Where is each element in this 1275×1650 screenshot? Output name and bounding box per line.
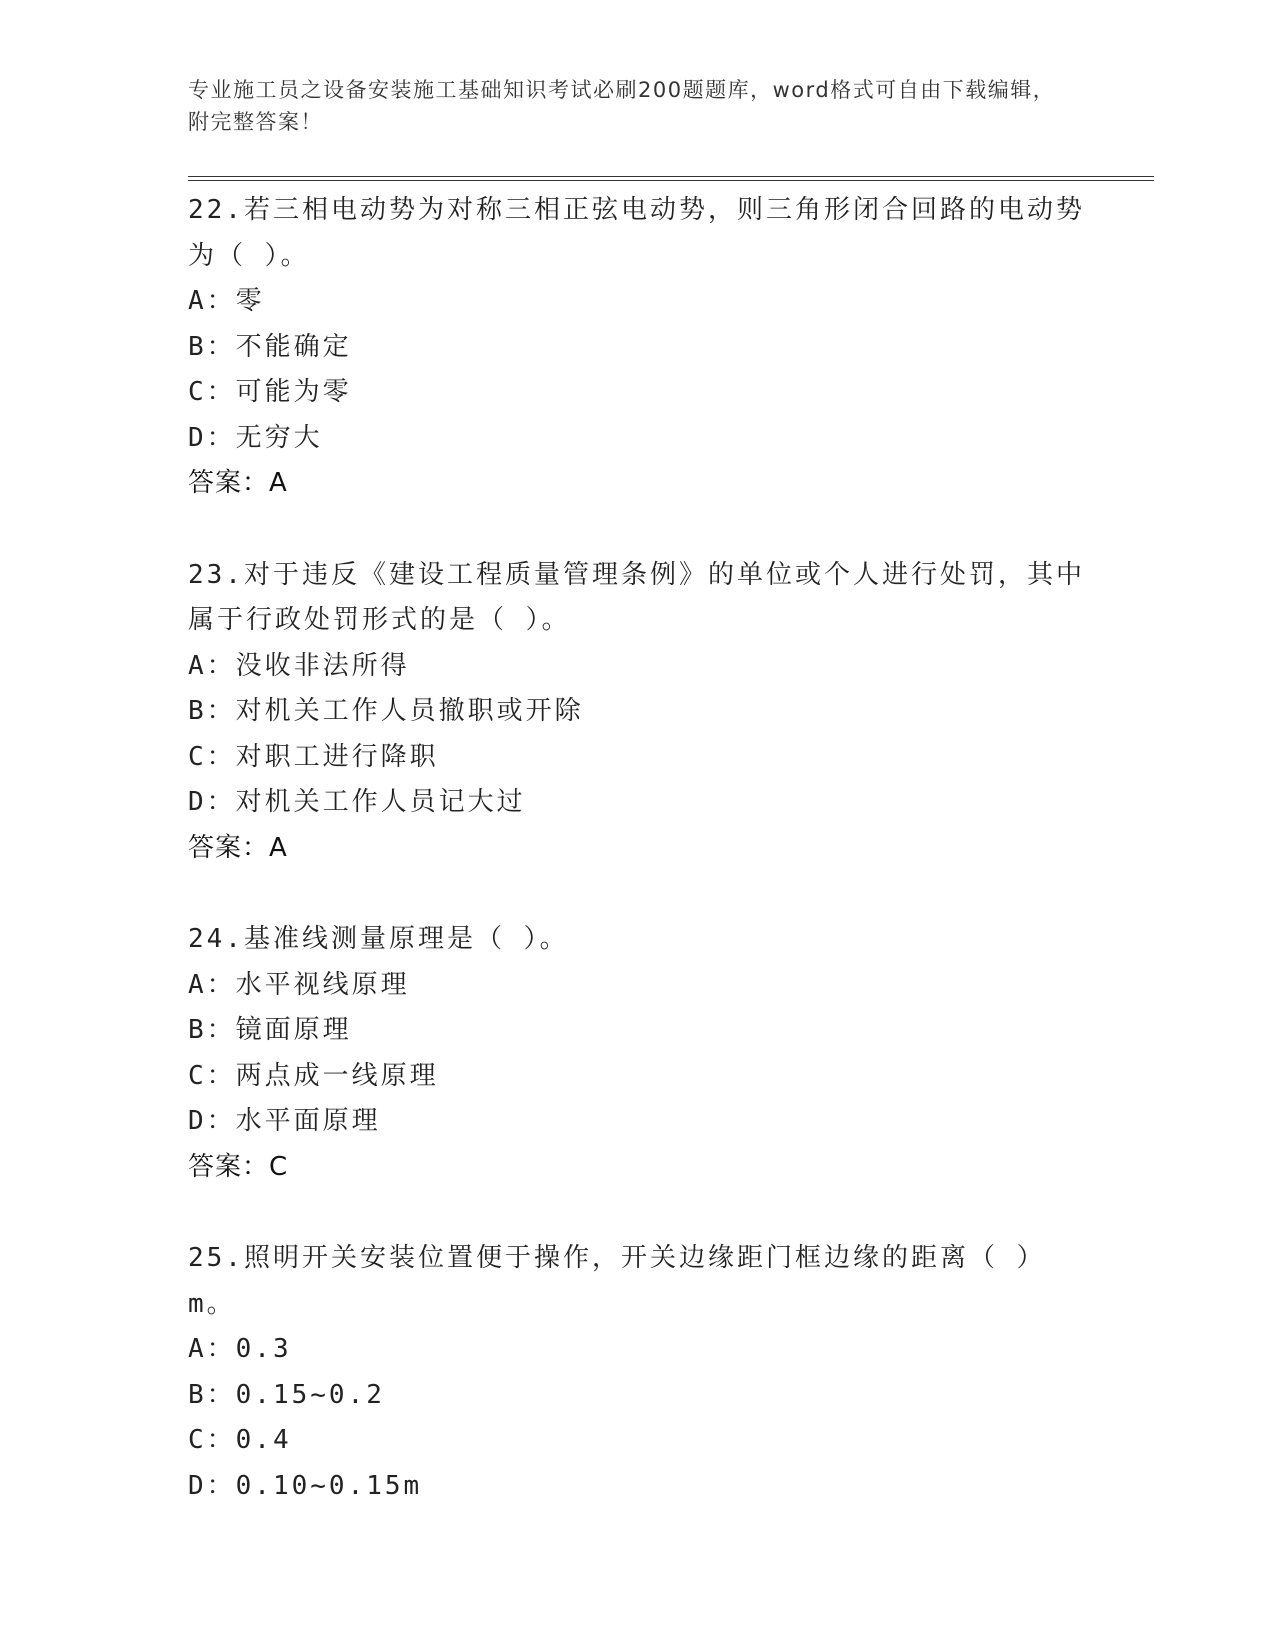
question-stem: 22.若三相电动势为对称三相正弦电动势，则三角形闭合回路的电动势为（ ）。	[188, 195, 1085, 271]
question-stem: 23.对于违反《建设工程质量管理条例》的单位或个人进行处罚，其中属于行政处罚形式的是（ ）。	[188, 559, 1085, 635]
question-22	[188, 188, 1088, 507]
option-d: D：无穷大	[188, 422, 323, 453]
option-c: C：对职工进行降职	[188, 741, 439, 772]
option-a: A：没收非法所得	[188, 650, 410, 681]
answer-line: 答案：A	[188, 468, 288, 498]
question-stem: 25.照明开关安装位置便于操作，开关边缘距门框边缘的距离（ ）m。	[188, 1243, 1046, 1319]
question-23	[188, 553, 1088, 872]
document-header: 专业施工员之设备安装施工基础知识考试必刷200题题库，word格式可自由下载编辑，附完整答案！	[188, 78, 1056, 134]
question-list	[188, 188, 1088, 1555]
option-d: D：对机关工作人员记大过	[188, 787, 526, 817]
option-a: A：0.3	[188, 1334, 292, 1364]
option-b: B：0.15~0.2	[188, 1379, 385, 1410]
option-a: A：水平视线原理	[188, 969, 410, 1000]
option-c: C：可能为零	[188, 377, 352, 407]
header-double-rule	[188, 176, 1154, 181]
option-b: B：对机关工作人员撤职或开除	[188, 696, 584, 726]
option-b: B：不能确定	[188, 331, 352, 362]
option-a: A：零	[188, 286, 265, 316]
option-b: B：镜面原理	[188, 1015, 352, 1045]
answer-line: 答案：C	[188, 1151, 289, 1182]
option-c: C：0.4	[188, 1425, 292, 1455]
question-stem: 24.基准线测量原理是（ ）。	[188, 924, 569, 954]
answer-line: 答案：A	[188, 832, 288, 863]
option-d: D：水平面原理	[188, 1106, 381, 1136]
question-25	[188, 1236, 1088, 1509]
question-24	[188, 917, 1088, 1190]
option-c: C：两点成一线原理	[188, 1060, 439, 1091]
option-d: D：0.10~0.15m	[188, 1470, 423, 1501]
